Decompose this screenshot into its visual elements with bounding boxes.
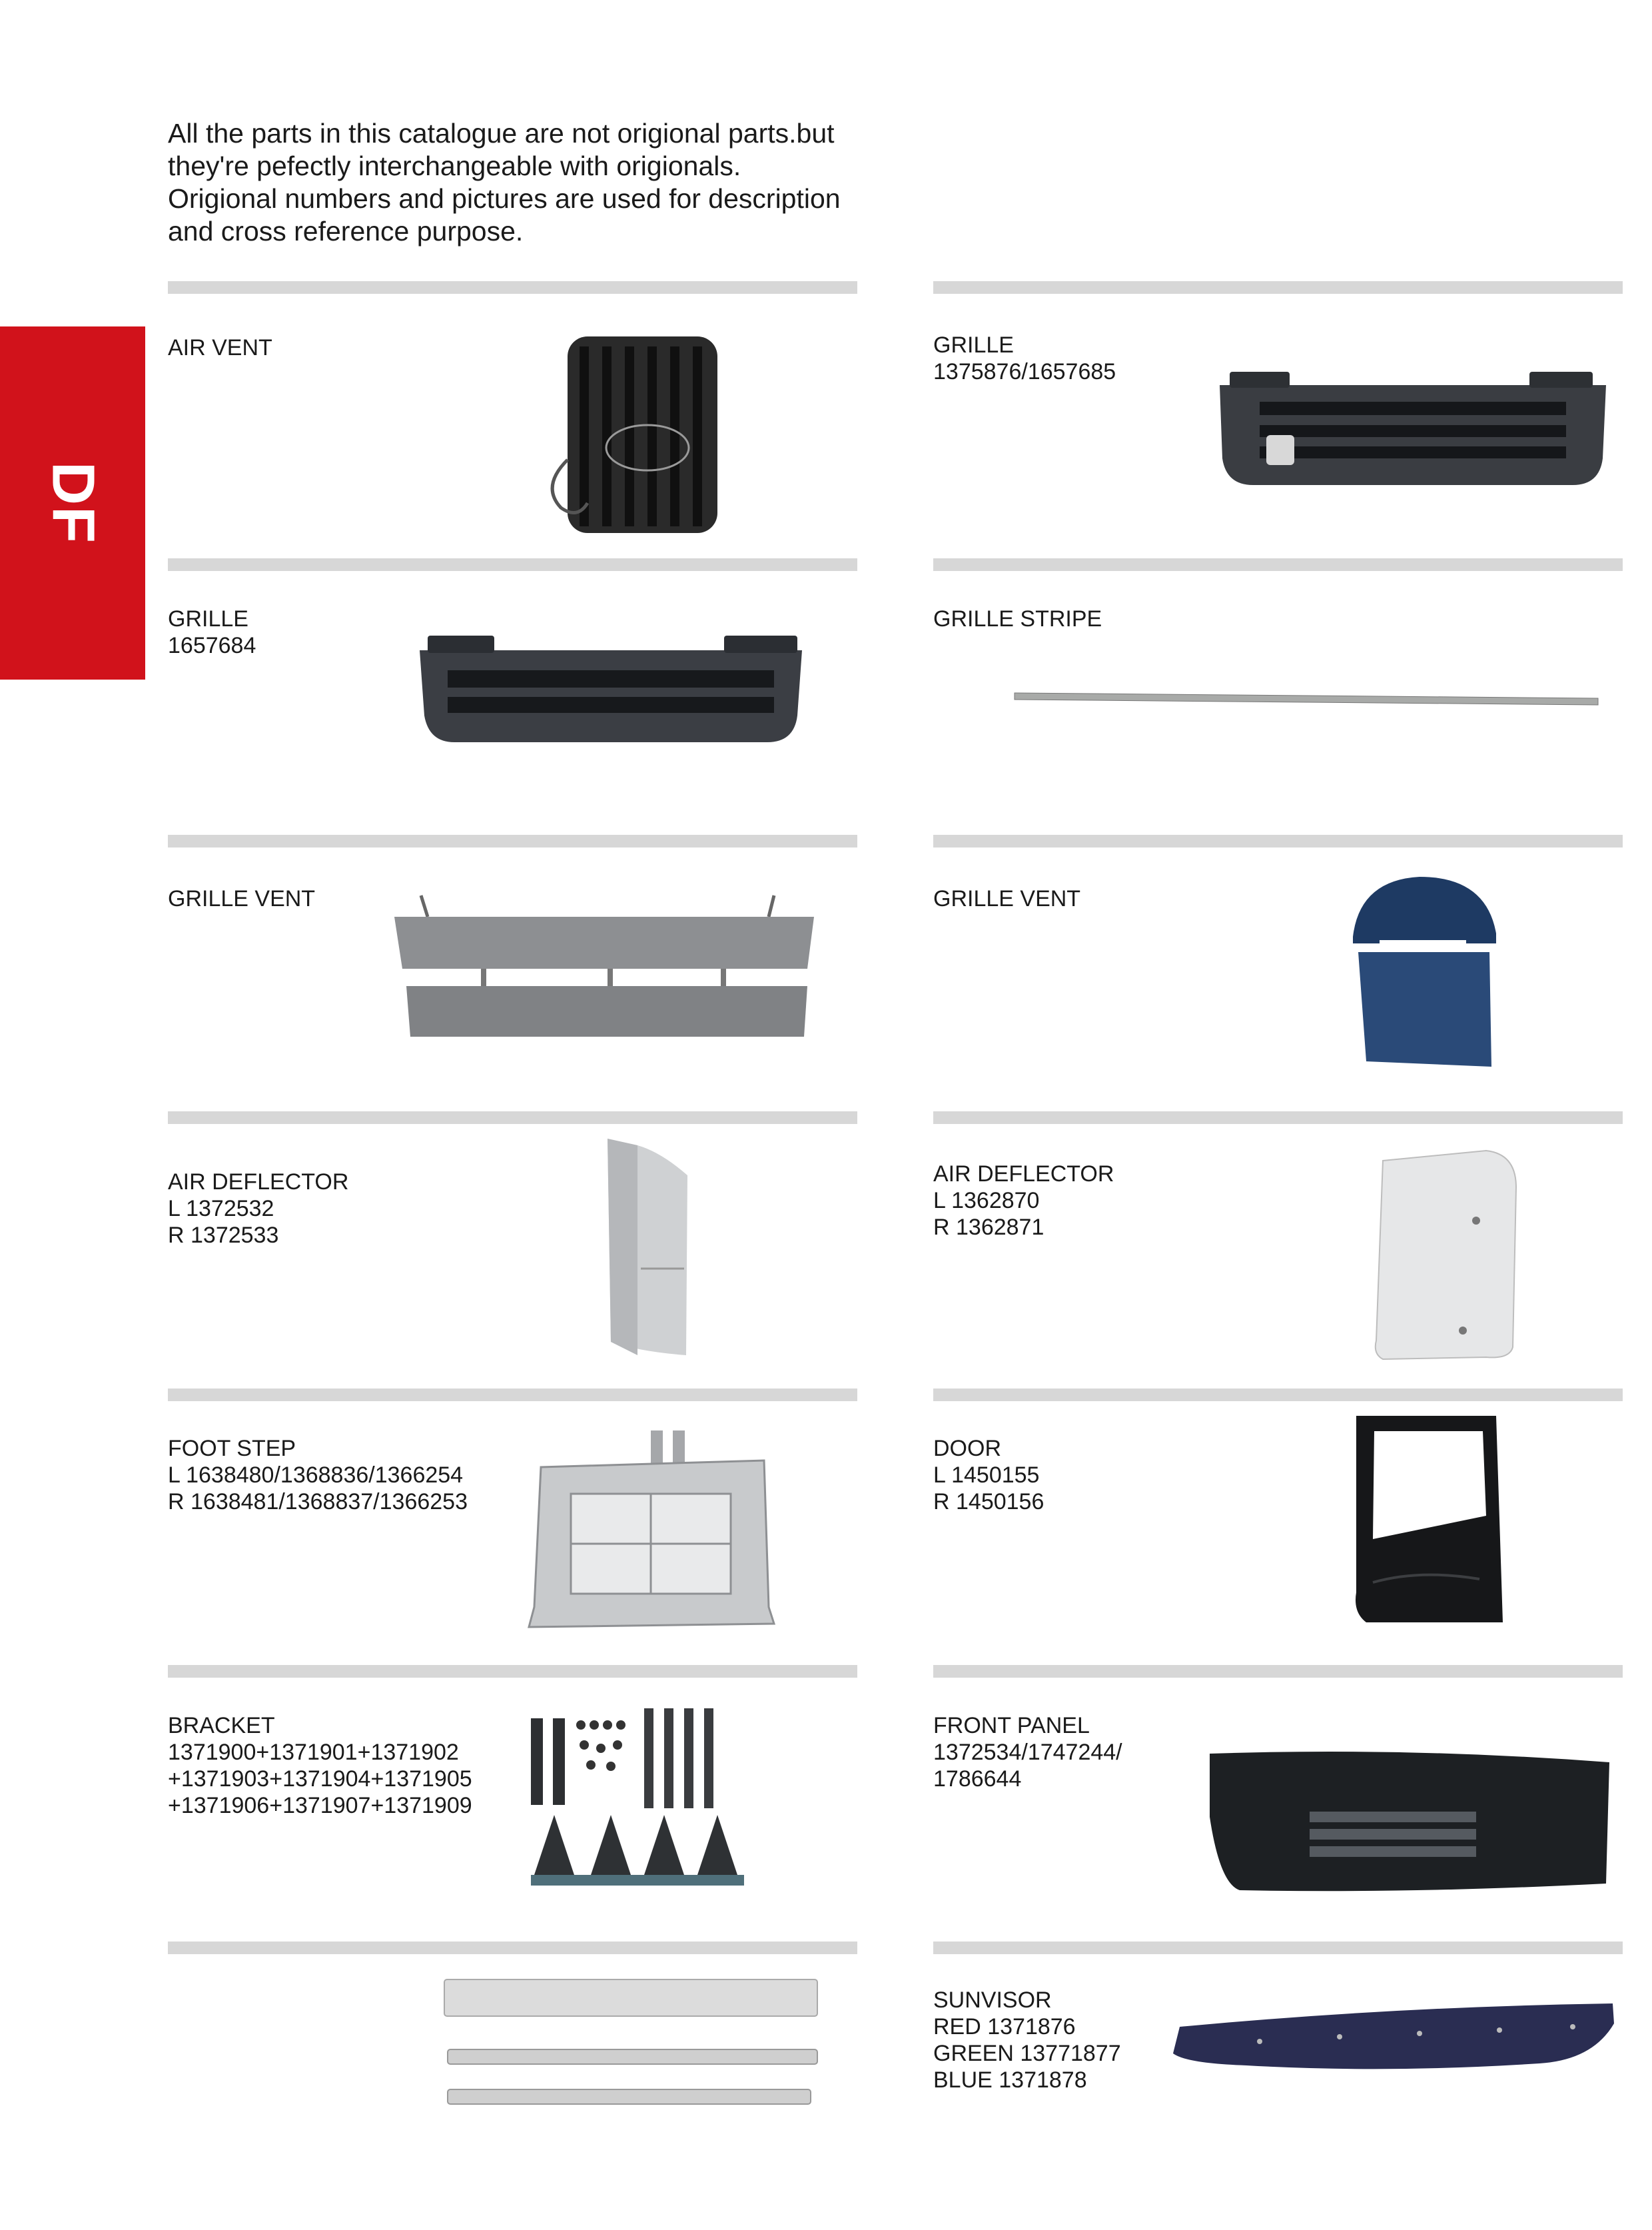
- part-card-stripes: [168, 1967, 857, 2230]
- part-info: [168, 1169, 348, 1249]
- part-number: +1371906+1371907+1371909: [168, 1793, 472, 1818]
- part-name: FRONT PANEL: [933, 1713, 1090, 1738]
- part-info: [933, 1712, 1122, 1792]
- part-name: GRILLE VENT: [933, 886, 1081, 911]
- front-panel-image: [1206, 1750, 1613, 1894]
- part-number: 1657684: [168, 633, 256, 658]
- foot-step-image: [521, 1430, 781, 1630]
- part-number: L 1362870: [933, 1188, 1040, 1213]
- air-deflector-image: [1366, 1147, 1519, 1361]
- part-name: SUNVISOR: [933, 1987, 1052, 2013]
- part-info: [168, 1435, 468, 1515]
- part-card-air-vent: [168, 306, 857, 570]
- part-name: GRILLE STRIPE: [933, 606, 1102, 632]
- part-number: 1372534/1747244/: [933, 1740, 1122, 1765]
- part-card-sunvisor: [933, 1967, 1623, 2230]
- side-stripes-image: [441, 1976, 821, 2116]
- section-tab-label: DF: [39, 462, 107, 544]
- grille-vent-image: [1346, 873, 1499, 1070]
- part-name: GRILLE: [933, 332, 1014, 358]
- part-number: +1371903+1371904+1371905: [168, 1766, 472, 1792]
- part-number: R 1450156: [933, 1489, 1044, 1514]
- air-deflector-image: [601, 1135, 694, 1362]
- disclaimer-line: Origional numbers and pictures are used for description: [168, 183, 841, 214]
- grille-image: [414, 636, 807, 744]
- part-info: [933, 332, 1116, 385]
- part-number: 1786644: [933, 1766, 1022, 1792]
- section-tab: [0, 326, 145, 680]
- disclaimer: [168, 117, 967, 248]
- part-number: R 1638481/1368837/1366253: [168, 1489, 468, 1514]
- part-name: FOOT STEP: [168, 1436, 296, 1461]
- grille-vent-image: [388, 890, 821, 1047]
- part-number: BLUE 1371878: [933, 2067, 1087, 2093]
- part-info: [933, 1987, 1121, 2093]
- grille-stripe-image: [1013, 689, 1599, 709]
- part-name: AIR VENT: [168, 335, 272, 360]
- part-number: GREEN 13771877: [933, 2041, 1121, 2066]
- part-info: [933, 885, 1080, 912]
- part-info: [168, 606, 256, 659]
- part-info: [933, 1161, 1114, 1241]
- part-card-grille-stripe: [933, 584, 1623, 847]
- part-name: GRILLE VENT: [168, 886, 316, 911]
- part-info: [168, 885, 315, 912]
- part-number: L 1638480/1368836/1366254: [168, 1462, 464, 1488]
- part-number: L 1450155: [933, 1462, 1040, 1488]
- part-name: AIR DEFLECTOR: [168, 1169, 349, 1195]
- bracket-image: [528, 1705, 761, 1905]
- disclaimer-line: and cross reference purpose.: [168, 216, 524, 247]
- part-card-grille: [933, 306, 1623, 570]
- part-number: L 1372532: [168, 1196, 274, 1221]
- part-name: DOOR: [933, 1436, 1001, 1461]
- air-vent-image: [548, 333, 741, 536]
- part-card-grille-vent: [168, 860, 857, 1123]
- part-number: 1371900+1371901+1371902: [168, 1740, 459, 1765]
- separator: [168, 281, 857, 294]
- part-card-grille-vent: [933, 860, 1623, 1123]
- disclaimer-line: All the parts in this catalogue are not origional parts.but: [168, 118, 835, 149]
- door-image: [1353, 1412, 1506, 1626]
- part-number: RED 1371876: [933, 2014, 1076, 2039]
- part-card-grille: [168, 584, 857, 847]
- separator: [933, 281, 1623, 294]
- part-number: 1375876/1657685: [933, 359, 1116, 384]
- sunvisor-image: [1166, 2000, 1619, 2073]
- part-info: [933, 1435, 1044, 1515]
- part-card-front-panel: [933, 1690, 1623, 1953]
- part-info: [168, 334, 272, 361]
- grille-image: [1213, 372, 1613, 488]
- part-info: [933, 606, 1102, 632]
- part-card-foot-step: [168, 1414, 857, 1677]
- part-card-door: [933, 1414, 1623, 1677]
- disclaimer-line: they're pefectly interchangeable with origionals.: [168, 151, 741, 181]
- part-card-air-deflector: [168, 1137, 857, 1400]
- part-name: AIR DEFLECTOR: [933, 1161, 1114, 1187]
- part-name: GRILLE: [168, 606, 248, 632]
- part-number: R 1372533: [168, 1223, 279, 1248]
- part-card-bracket: [168, 1690, 857, 1953]
- part-info: [168, 1712, 472, 1819]
- part-number: R 1362871: [933, 1215, 1044, 1240]
- part-card-air-deflector: [933, 1137, 1623, 1400]
- part-name: BRACKET: [168, 1713, 275, 1738]
